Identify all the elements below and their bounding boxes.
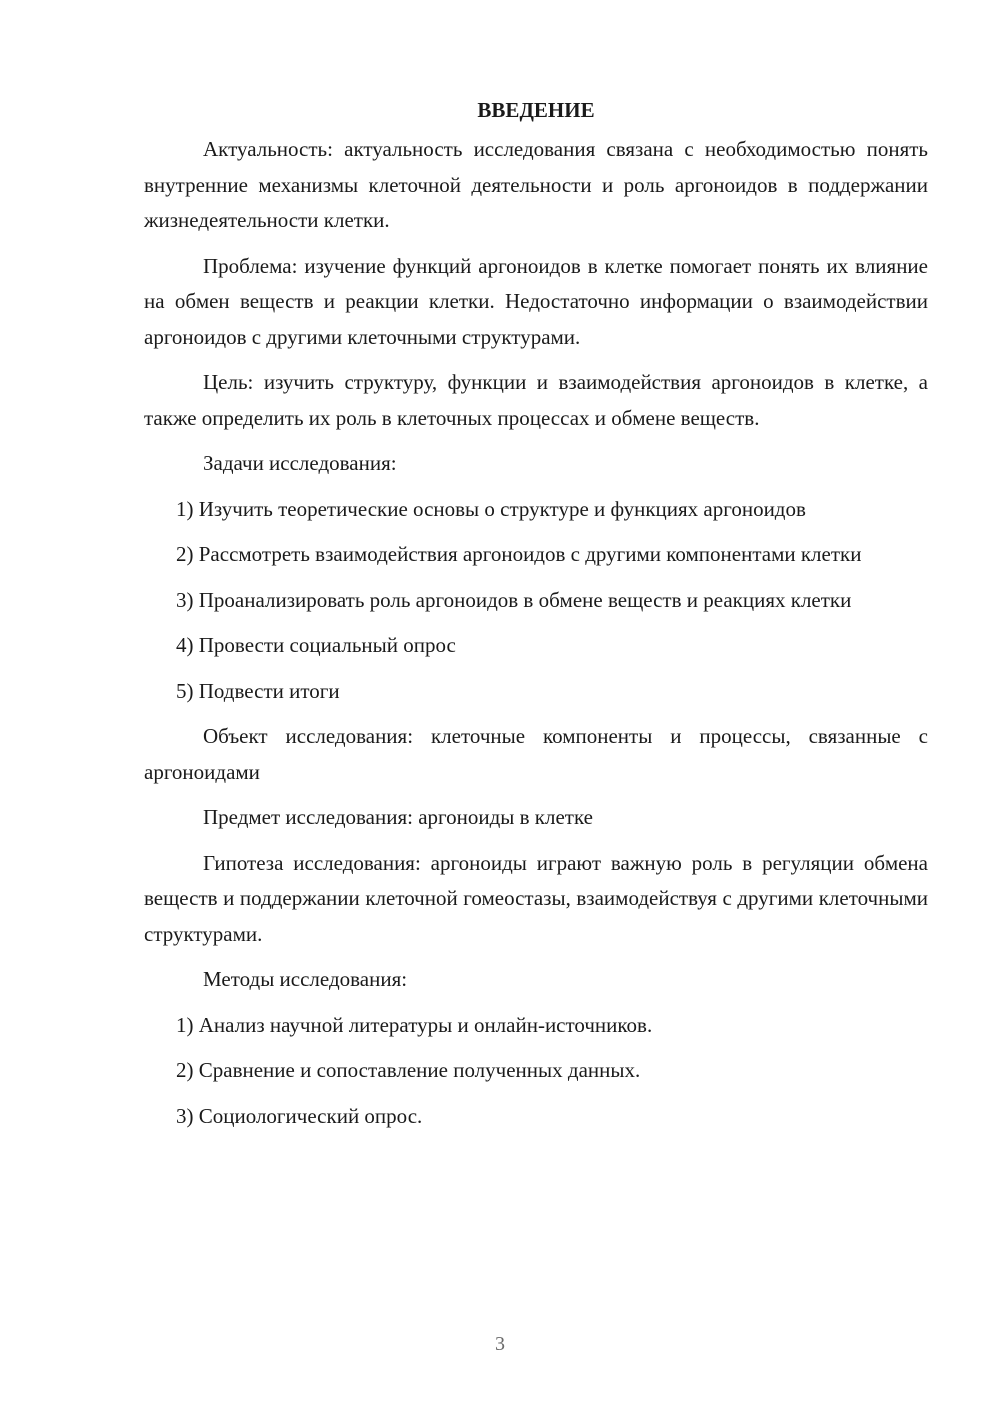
- method-item-2: 2) Сравнение и сопоставление полученных данных.: [176, 1058, 641, 1082]
- hypothesis-paragraph: Гипотеза исследования: аргоноиды играют важную роль в регуляции обмена веществ и поддержании клеточной гомеостазы, взаимодействуя с другими клеточными структурами.: [144, 850, 928, 946]
- task-item-3: 3) Проанализировать роль аргоноидов в обмене веществ и реакциях клетки: [176, 587, 852, 612]
- method-item-3: 3) Социологический опрос.: [176, 1103, 423, 1128]
- relevance-paragraph: Актуальность: актуальность исследования связана с необходимостью понять внутренние механизмы клеточной деятельности и роль аргоноидов в поддержании жизнедеятельности клетки.: [144, 137, 928, 232]
- task-item-5: 5) Подвести итоги: [176, 678, 340, 703]
- goal-paragraph: Цель: изучить структуру, функции и взаимодействия аргоноидов в клетке, а также определить их роль в клеточных процессах и обмене веществ.: [144, 370, 928, 430]
- subject-paragraph: Предмет исследования: аргоноиды в клетке: [203, 805, 593, 829]
- tasks-heading: Задачи исследования:: [203, 451, 397, 475]
- method-item-1: 1) Анализ научной литературы и онлайн-источников.: [176, 1012, 653, 1037]
- document-page: [144, 92, 928, 1144]
- page-number: 3: [495, 1333, 505, 1355]
- task-item-4: 4) Провести социальный опрос: [176, 633, 456, 657]
- task-item-2: 2) Рассмотреть взаимодействия аргоноидов с другими компонентами клетки: [176, 542, 862, 566]
- object-paragraph: Объект исследования: клеточные компоненты и процессы, связанные с аргоноидами: [144, 724, 928, 784]
- task-item-1: 1) Изучить теоретические основы о структуре и функциях аргоноидов: [176, 496, 806, 521]
- problem-paragraph: Проблема: изучение функций аргоноидов в клетке помогает понять их влияние на обмен веществ и реакции клетки. Недостаточно информации о взаимодействии аргоноидов с другими клеточными структурами.: [144, 253, 928, 349]
- methods-heading: Методы исследования:: [203, 967, 408, 991]
- section-title: ВВЕДЕНИЕ: [477, 98, 595, 122]
